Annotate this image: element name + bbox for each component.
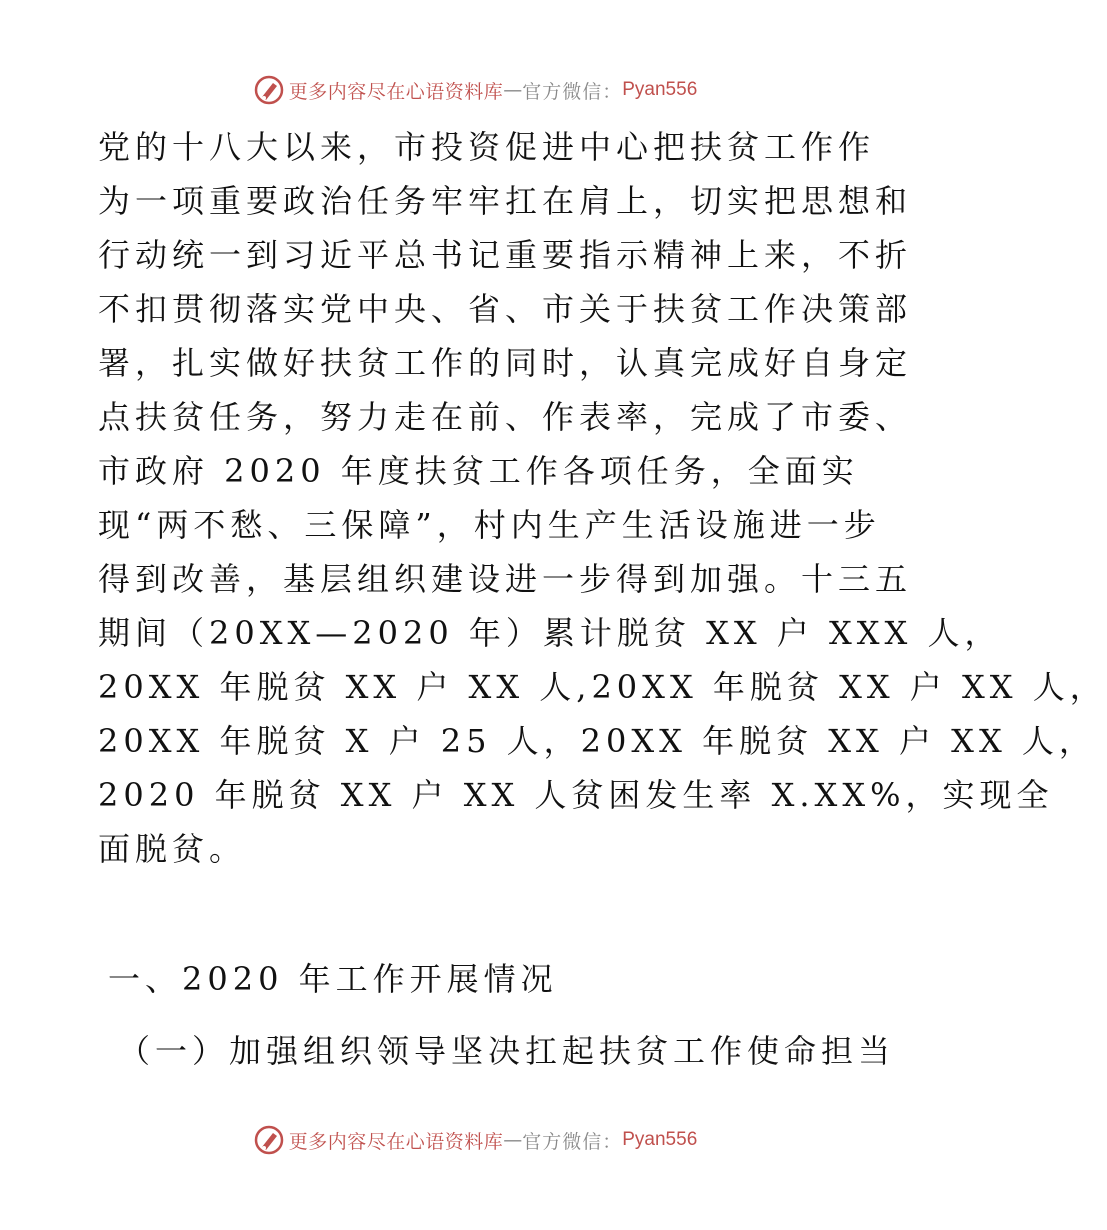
watermark-dash: — <box>503 79 523 101</box>
body-line: 为一项重要政治任务牢牢扛在肩上，切实把思想和 <box>98 182 913 220</box>
body-line: 期间（20XX—2020 年）累计脱贫 XX 户 XXX 人， <box>98 614 1002 652</box>
body-line: 市政府 2020 年度扶贫工作各项任务，全面实 <box>98 452 859 490</box>
body-line: 点扶贫任务，努力走在前、作表率，完成了市委、 <box>98 398 913 436</box>
header-watermark <box>0 72 950 108</box>
watermark-brand-text: 更多内容尽在心语资料库 <box>288 80 504 103</box>
body-line: 面脱贫。 <box>98 830 247 868</box>
body-line: 20XX 年脱贫 XX 户 XX 人,20XX 年脱贫 XX 户 XX 人， <box>98 668 1107 706</box>
watermark-official-label: 官方微信： <box>522 80 623 103</box>
body-line: 不扣贯彻落实党中央、省、市关于扶贫工作决策部 <box>98 290 913 328</box>
watermark-brand-text: 更多内容尽在心语资料库 <box>288 1130 504 1153</box>
watermark-wechat-id: Pyan556 <box>622 79 698 100</box>
pen-logo-icon <box>253 1124 285 1156</box>
watermark-official-label: 官方微信： <box>522 1130 623 1153</box>
body-line: 现“两不愁、三保障”，村内生产生活设施进一步 <box>98 506 881 544</box>
body-line: 得到改善，基层组织建设进一步得到加强。十三五 <box>98 560 913 598</box>
body-line: 20XX 年脱贫 X 户 25 人，20XX 年脱贫 XX 户 XX 人， <box>98 722 1096 760</box>
document-body <box>98 120 1107 876</box>
body-line: 行动统一到习近平总书记重要指示精神上来，不折 <box>98 236 913 274</box>
subsection-heading: （一）加强组织领导坚决扛起扶贫工作使命担当 <box>118 1032 896 1070</box>
pen-logo-icon <box>253 74 285 106</box>
watermark-wechat-id: Pyan556 <box>622 1129 698 1150</box>
body-line: 党的十八大以来，市投资促进中心把扶贫工作作 <box>98 128 876 166</box>
footer-watermark <box>0 1122 950 1158</box>
body-line: 2020 年脱贫 XX 户 XX 人贫困发生率 X.XX%，实现全 <box>98 776 1054 814</box>
body-line: 署，扎实做好扶贫工作的同时，认真完成好自身定 <box>98 344 913 382</box>
section-heading: 一、2020 年工作开展情况 <box>108 960 558 998</box>
watermark-dash: — <box>503 1129 523 1151</box>
